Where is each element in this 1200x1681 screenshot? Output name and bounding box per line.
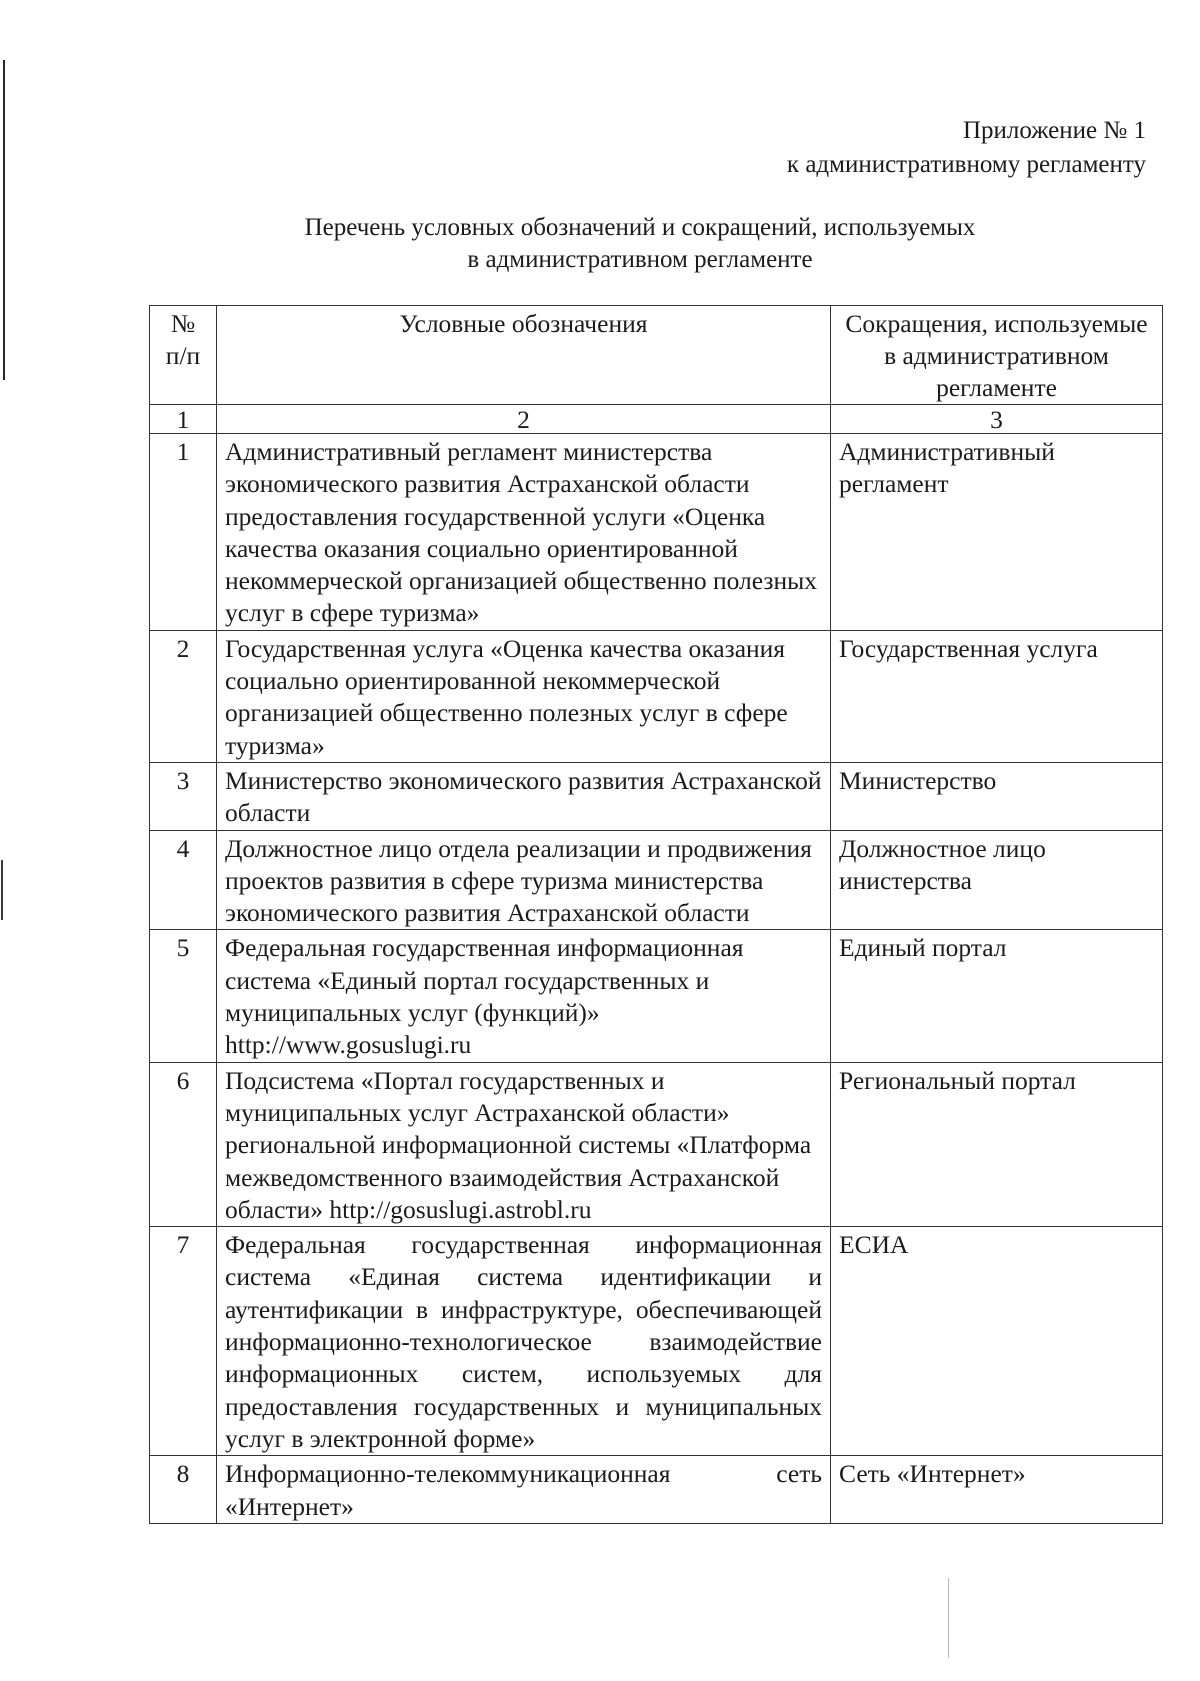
appendix-line-1: Приложение № 1 (962, 117, 1146, 144)
column-index-row (150, 405, 1163, 434)
scan-artifact-mark (948, 1578, 949, 1658)
table-row (150, 1456, 1163, 1524)
scan-edge-mark (3, 60, 5, 380)
table-header-row (150, 306, 1163, 405)
table-row (150, 434, 1163, 631)
row-term: Должностное лицо отдела реализации и продвижения проектов развития в сфере туризма министерства экономического развития Астраханской области (217, 830, 831, 930)
column-index-cell: 2 (217, 405, 831, 434)
row-number: 3 (150, 762, 217, 830)
row-number: 8 (150, 1456, 217, 1524)
table-row (150, 1062, 1163, 1226)
document-title (290, 212, 990, 276)
table-row (150, 762, 1163, 830)
scan-edge-mark (1, 860, 3, 920)
row-number: 6 (150, 1062, 217, 1226)
row-term: Административный регламент министерства экономического развития Астраханской области предоставления государственной услуги «Оценка качества оказания социально ориентированной некоммерческой организацией общественно полезных услуг в сфере туризма» (217, 434, 831, 631)
row-abbreviation: Единый портал (831, 930, 1163, 1062)
table-row (150, 830, 1163, 930)
row-term: Государственная услуга «Оценка качества оказания социально ориентированной некоммерческой организацией общественно полезных услуг в сфере туризма» (217, 630, 831, 762)
row-abbreviation: Министерство (831, 762, 1163, 830)
row-number: 7 (150, 1227, 217, 1456)
abbreviations-table (149, 305, 1163, 1524)
table-row (150, 930, 1163, 1062)
column-index-cell: 3 (831, 405, 1163, 434)
row-abbreviation: Сеть «Интернет» (831, 1456, 1163, 1524)
row-abbreviation: Государственная услуга (831, 630, 1163, 762)
row-number: 2 (150, 630, 217, 762)
table-row (150, 630, 1163, 762)
row-abbreviation: ЕСИА (831, 1227, 1163, 1456)
row-term: Информационно-телекоммуникационная сеть «Интернет» (217, 1456, 831, 1524)
row-abbreviation: Региональный портал (831, 1062, 1163, 1226)
appendix-header (787, 114, 1146, 182)
header-cell-term: Условные обозначения (217, 306, 831, 405)
row-number: 5 (150, 930, 217, 1062)
document-title-line-1: Перечень условных обозначений и сокращений, используемых (304, 214, 976, 241)
row-term: Подсистема «Портал государственных и муниципальных услуг Астраханской области» региональной информационной системы «Платформа межведомственного взаимодействия Астраханской области» http://gosuslugi.astrobl.ru (217, 1062, 831, 1226)
row-term: Федеральная государственная информационная система «Единый портал государственных и муниципальных услуг (функций)» http://www.gosuslugi.ru (217, 930, 831, 1062)
row-number: 4 (150, 830, 217, 930)
row-term: Федеральная государственная информационная система «Единая система идентификации и аутентификации в инфраструктуре, обеспечивающей информационно-технологическое взаимодействие информационных систем, используемых для предоставления государственных и муниципальных услуг в электронной форме» (217, 1227, 831, 1456)
row-term: Министерство экономического развития Астраханской области (217, 762, 831, 830)
header-cell-num: № п/п (150, 306, 217, 405)
appendix-line-2: к административному регламенту (786, 151, 1146, 178)
table-row (150, 1227, 1163, 1456)
column-index-cell: 1 (150, 405, 217, 434)
row-number: 1 (150, 434, 217, 631)
row-abbreviation: Должностное лицо инистерства (831, 830, 1163, 930)
row-abbreviation: Административный регламент (831, 434, 1163, 631)
document-title-line-2: в административном регламенте (467, 246, 813, 273)
header-cell-abbr: Сокращения, используемые в административном регламенте (831, 306, 1163, 405)
